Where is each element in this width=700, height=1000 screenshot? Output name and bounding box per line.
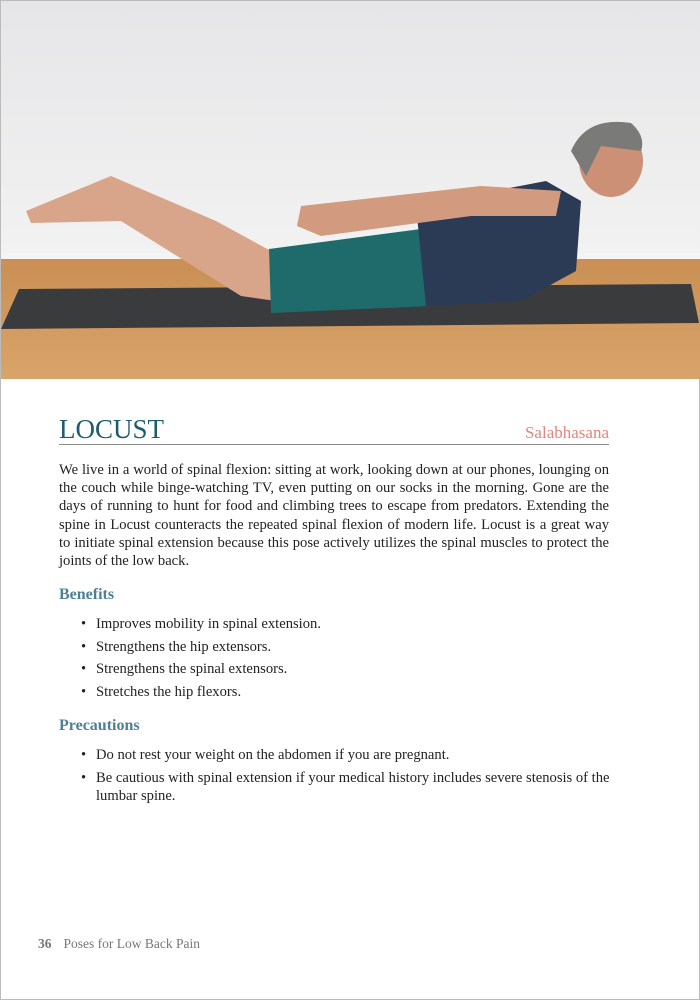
pose-sanskrit-name: Salabhasana [524, 423, 609, 442]
list-item: • Strengthens the hip extensors. [81, 638, 611, 656]
pose-photo [1, 1, 700, 379]
page-footer [38, 936, 200, 952]
pose-title: LOCUST [59, 414, 165, 444]
precautions-heading: Precautions [59, 717, 140, 734]
benefits-list [81, 615, 611, 706]
intro-paragraph: We live in a world of spinal flexion: sitting at work, looking down at our phones, lounging on the couch while binge-watching TV, even putting on our socks in the morning. Gone are the days of running to hunt for food and climbing trees to escape from predators. Extending the spine in Locust counteracts the repeated spinal flexion of modern life. Locust is a great way to initiate spinal extension because this pose actively utilizes the spinal muscles to protect the joints of the low back. [59, 462, 609, 570]
list-item: • Strengthens the spinal extensors. [81, 660, 611, 678]
list-item: • Do not rest your weight on the abdomen if you are pregnant. [81, 746, 611, 764]
benefits-heading: Benefits [59, 586, 115, 603]
precautions-list [81, 746, 611, 810]
list-item: • Improves mobility in spinal extension. [81, 615, 611, 633]
list-item: • Be cautious with spinal extension if your medical history includes severe stenosis of the lumbar spine. [81, 769, 611, 805]
pose-header [59, 415, 609, 445]
page-number: 36 [38, 936, 52, 951]
list-item: • Stretches the hip flexors. [81, 683, 611, 701]
section-title: Poses for Low Back Pain [63, 936, 200, 951]
